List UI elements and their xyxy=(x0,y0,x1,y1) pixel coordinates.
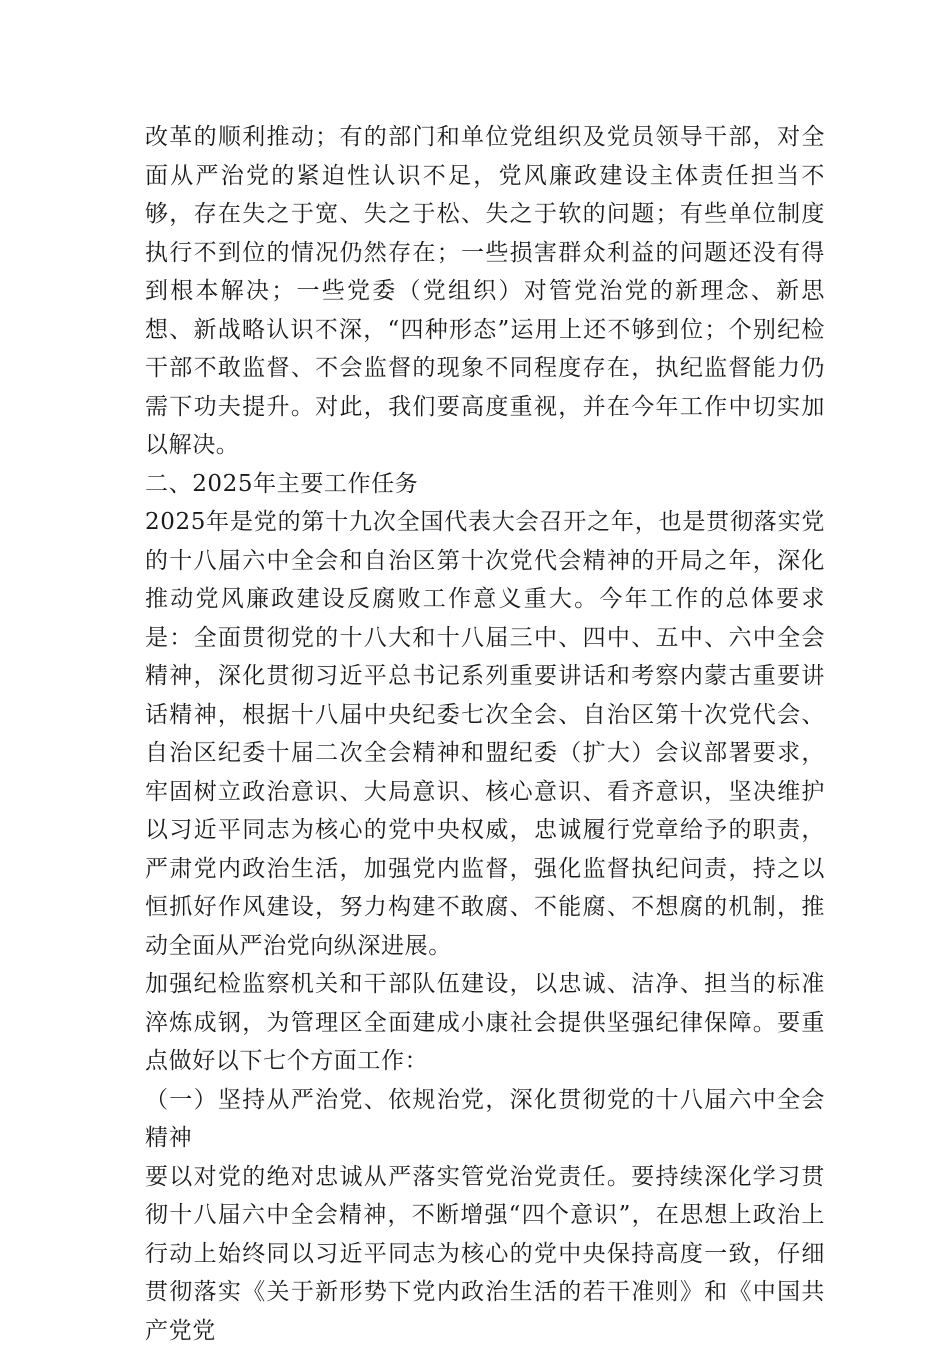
section-heading-tasks: 二、2025年主要工作任务 xyxy=(145,465,825,504)
paragraph-problems: 改革的顺利推动；有的部门和单位党组织及党员领导干部，对全面从严治党的紧迫性认识不足，党风廉政建设主体责任担当不够，存在失之于宽、失之于松、失之于软的问题；有些单位制度执行不到位的情况仍然存在；一些损害群众利益的问题还没有得到根本解决；一些党委（党组织）对管党治党的新理念、新思想、新战略认识不深，“四种形态”运用上还不够到位；个别纪检干部不敢监督、不会监督的现象不同程度存在，执纪监督能力仍需下功夫提升。对此，我们要高度重视，并在今年工作中切实加以解决。 xyxy=(145,118,825,465)
paragraph-overall-requirements: 2025年是党的第十九次全国代表大会召开之年，也是贯彻落实党的十八届六中全会和自治区第十次党代会精神的开局之年，深化推动党风廉政建设反腐败工作意义重大。今年工作的总体要求是：全面贯彻党的十八大和十八届三中、四中、五中、六中全会精神，深化贯彻习近平总书记系列重要讲话和考察内蒙古重要讲话精神，根据十八届中央纪委七次全会、自治区第十次党代会、自治区纪委十届二次全会精神和盟纪委（扩大）会议部署要求，牢固树立政治意识、大局意识、核心意识、看齐意识，坚决维护以习近平同志为核心的党中央权威，忠诚履行党章给予的职责，严肃党内政治生活，加强党内监督，强化监督执纪问责，持之以恒抓好作风建设，努力构建不敢腐、不能腐、不想腐的机制，推动全面从严治党向纵深进展。 xyxy=(145,503,825,965)
paragraph-loyalty: 要以对党的绝对忠诚从严落实管党治党责任。要持续深化学习贯彻十八届六中全会精神，不断增强“四个意识”，在思想上政治上行动上始终同以习近平同志为核心的党中央保持高度一致，仔细贯彻落实《关于新形势下党内政治生活的若干准则》和《中国共产党党 xyxy=(145,1158,825,1350)
paragraph-team-building: 加强纪检监察机关和干部队伍建设，以忠诚、洁净、担当的标准淬炼成钢，为管理区全面建成小康社会提供坚强纪律保障。要重点做好以下七个方面工作： xyxy=(145,965,825,1081)
document-body xyxy=(145,118,825,1350)
subsection-heading-one: （一）坚持从严治党、依规治党，深化贯彻党的十八届六中全会精神 xyxy=(145,1081,825,1158)
